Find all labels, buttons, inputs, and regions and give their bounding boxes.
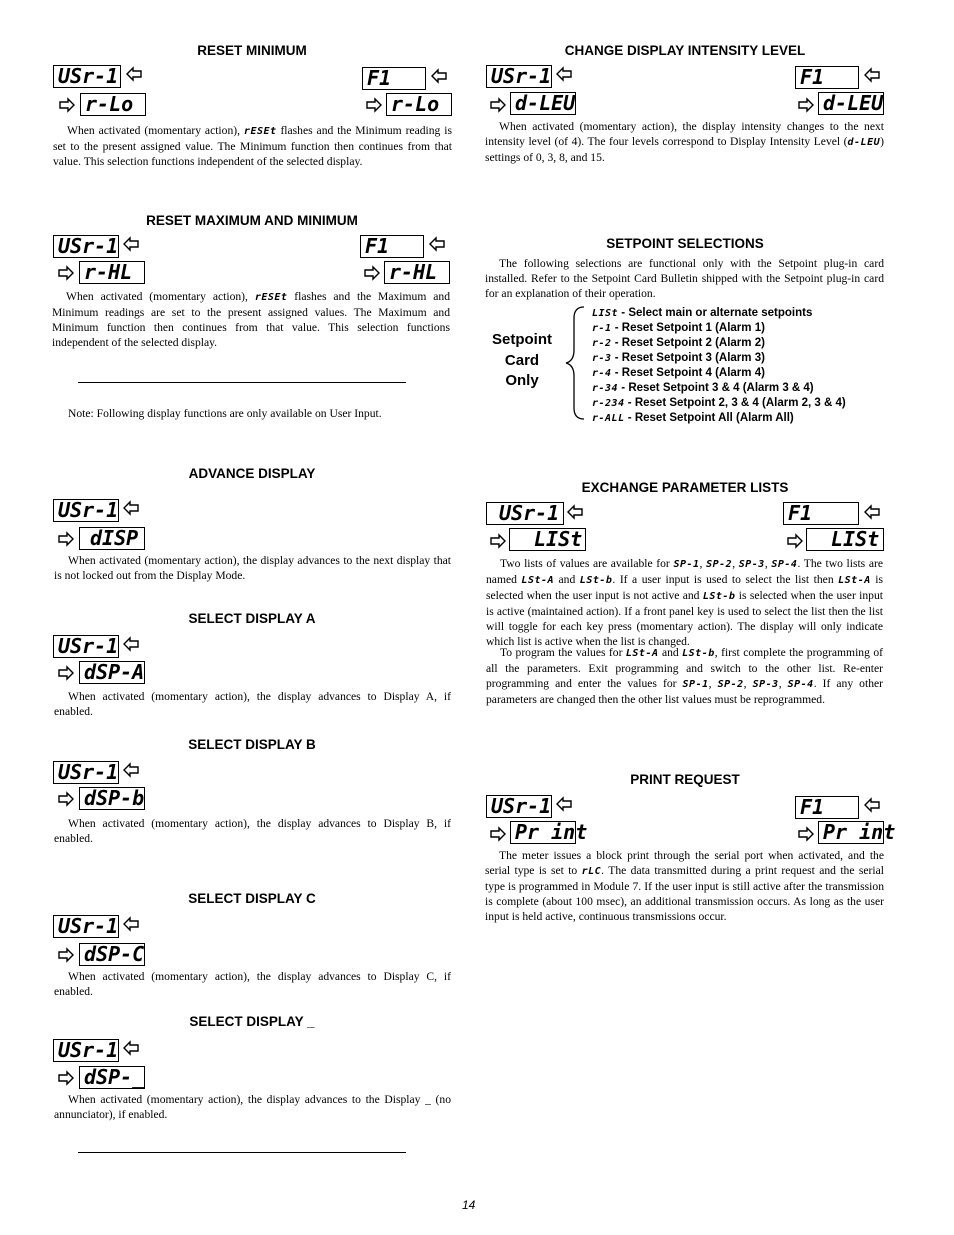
display-user-code: F1 [783, 502, 859, 525]
paragraph: Two lists of values are available for SP-1, SP-2, SP-3, SP-4. The two lists are named LSt-A and LSt-b. If a user input is used to select the list then LSt-A is selected when the user input is not active and LSt-b is selected when the user input is active (maintained action). If a front panel key is used to select the list then the list will toggle for each key press (momentary action). The display will only indicate which list is active when the list is changed. [486, 557, 883, 648]
display-function-code: Pr int [818, 821, 884, 844]
arrow-right-icon [55, 787, 75, 807]
arrow-left-icon [566, 504, 586, 524]
display-user-code: USr-1 [53, 235, 119, 258]
arrow-left-icon [122, 500, 142, 520]
arrow-right-icon [55, 527, 75, 547]
arrow-right-icon [487, 822, 507, 842]
heading-print-request: PRINT REQUEST [630, 772, 740, 787]
paragraph: When activated (momentary action), the display advances to Display A, if enabled. [54, 690, 451, 718]
display-function-code: LISt [806, 528, 884, 551]
divider [78, 382, 406, 383]
display-user-code: F1 [795, 796, 859, 819]
display-function-code: dSP-_ [79, 1066, 145, 1089]
paragraph: When activated (momentary action), rESEt flashes and the Minimum reading is set to the present assigned value. The Minimum function then continues from that value. This selection functions independent of the selected display. [53, 124, 452, 168]
divider [78, 1152, 406, 1153]
list-item: r-ALL - Reset Setpoint All (Alarm All) [592, 412, 794, 424]
arrow-left-icon [122, 636, 142, 656]
paragraph: To program the values for LSt-A and LSt-b, first complete the programming of all the parameters. Exit programming and switch to the other list. Re-enter programming and enter the values for SP-1, SP-2, SP-3, SP-4. If any other parameters are changed then the other list values must be reprogrammed. [486, 646, 884, 706]
heading-select-display-c: SELECT DISPLAY C [188, 891, 316, 906]
arrow-right-icon [784, 529, 804, 549]
list-item: r-34 - Reset Setpoint 3 & 4 (Alarm 3 & 4) [592, 382, 814, 394]
display-user-code: USr-1 [53, 499, 119, 522]
arrow-right-icon [795, 93, 815, 113]
display-user-code: USr-1 [486, 65, 552, 88]
brace-icon [562, 304, 588, 422]
heading-exchange-parameter-lists: EXCHANGE PARAMETER LISTS [581, 480, 789, 495]
display-function-code: d-LEU [818, 92, 884, 115]
display-function-code: dISP [79, 527, 145, 550]
paragraph: The meter issues a block print through the serial port when activated, and the serial type is set to rLC. The data transmitted during a print request and the serial type is programmed in Module 7. If the user input is still active after the transmission is complete (about 100 msec), an additional transmission occurs. As long as the user input is held active, continuous transmissions occur. [485, 849, 884, 923]
arrow-right-icon [56, 93, 76, 113]
display-user-code: USr-1 [53, 635, 119, 658]
heading-setpoint-selections: SETPOINT SELECTIONS [606, 236, 764, 251]
display-function-code: dSP-C [79, 943, 145, 966]
arrow-right-icon [795, 822, 815, 842]
display-user-code: F1 [362, 67, 426, 90]
list-item: r-1 - Reset Setpoint 1 (Alarm 1) [592, 322, 765, 334]
display-function-code: dSP-A [79, 661, 145, 684]
arrow-right-icon [55, 261, 75, 281]
note-text: Note: Following display functions are only available on User Input. [68, 407, 382, 420]
display-user-code: USr-1 [53, 915, 119, 938]
arrow-left-icon [125, 66, 145, 86]
display-user-code: USr-1 [53, 761, 119, 784]
display-user-code: USr-1 [53, 1039, 119, 1062]
display-user-code: USr-1 [53, 65, 121, 88]
arrow-left-icon [122, 762, 142, 782]
arrow-right-icon [487, 529, 507, 549]
setpoint-card-only-label: Setpoint Card Only [492, 331, 552, 389]
arrow-left-icon [122, 916, 142, 936]
arrow-left-icon [430, 68, 450, 88]
display-user-code: F1 [795, 66, 859, 89]
arrow-left-icon [122, 236, 142, 256]
heading-select-display-a: SELECT DISPLAY A [188, 611, 316, 626]
heading-select-display-b: SELECT DISPLAY B [188, 737, 316, 752]
arrow-right-icon [55, 1066, 75, 1086]
arrow-right-icon [55, 943, 75, 963]
heading-display-intensity: CHANGE DISPLAY INTENSITY LEVEL [564, 43, 806, 58]
display-user-code: USr-1 [486, 795, 552, 818]
setpoint-list [592, 306, 846, 426]
display-function-code: r-Lo [386, 93, 452, 116]
paragraph: When activated (momentary action), the display advances to Display B, if enabled. [54, 817, 451, 845]
heading-reset-max-min: RESET MAXIMUM AND MINIMUM [146, 213, 358, 228]
paragraph: When activated (momentary action), rESEt flashes and the Maximum and Minimum readings are set to the present assigned values. The Maximum and Minimum function then continues from that value. This selection functions independent of the selected display. [52, 290, 450, 349]
paragraph: The following selections are functional only with the Setpoint plug-in card installed. Refer to the Setpoint Card Bulletin shipped with the Setpoint plug-in card for an explanation of their operation. [485, 257, 884, 300]
arrow-right-icon [487, 93, 507, 113]
display-function-code: Pr int [510, 821, 576, 844]
arrow-left-icon [863, 504, 883, 524]
paragraph: When activated (momentary action), the display intensity changes to the next intensity level (of 4). The four levels correspond to Display Intensity Level (d-LEU) settings of 0, 3, 8, and 15. [485, 120, 884, 164]
display-function-code: d-LEU [510, 92, 576, 115]
arrow-right-icon [55, 661, 75, 681]
display-user-code: USr-1 [486, 502, 564, 525]
arrow-left-icon [555, 796, 575, 816]
display-function-code: r-HL [79, 261, 145, 284]
list-item: r-4 - Reset Setpoint 4 (Alarm 4) [592, 367, 765, 379]
arrow-left-icon [863, 67, 883, 87]
page-number: 14 [462, 1198, 476, 1212]
display-user-code: F1 [360, 235, 424, 258]
list-item: LISt - Select main or alternate setpoints [592, 307, 813, 319]
list-item: r-3 - Reset Setpoint 3 (Alarm 3) [592, 352, 765, 364]
display-function-code: r-Lo [80, 93, 146, 116]
paragraph: When activated (momentary action), the display advances to Display C, if enabled. [54, 970, 451, 998]
display-function-code: r-HL [384, 261, 450, 284]
display-function-code: LISt [509, 528, 586, 551]
heading-reset-minimum: RESET MINIMUM [197, 43, 307, 58]
list-item: r-2 - Reset Setpoint 2 (Alarm 2) [592, 337, 765, 349]
display-function-code: dSP-b [79, 787, 145, 810]
arrow-left-icon [863, 797, 883, 817]
paragraph: When activated (momentary action), the display advances to the Display _ (no annunciator), if enabled. [54, 1093, 451, 1121]
arrow-left-icon [555, 66, 575, 86]
arrow-left-icon [122, 1040, 142, 1060]
arrow-right-icon [363, 93, 383, 113]
arrow-right-icon [361, 261, 381, 281]
heading-select-display-blank: SELECT DISPLAY _ [189, 1014, 315, 1029]
list-item: r-234 - Reset Setpoint 2, 3 & 4 (Alarm 2, 3 & 4) [592, 397, 846, 409]
arrow-left-icon [428, 236, 448, 256]
paragraph: When activated (momentary action), the display advances to the next display that is not locked out from the Display Mode. [54, 554, 451, 582]
heading-advance-display: ADVANCE DISPLAY [188, 466, 316, 481]
